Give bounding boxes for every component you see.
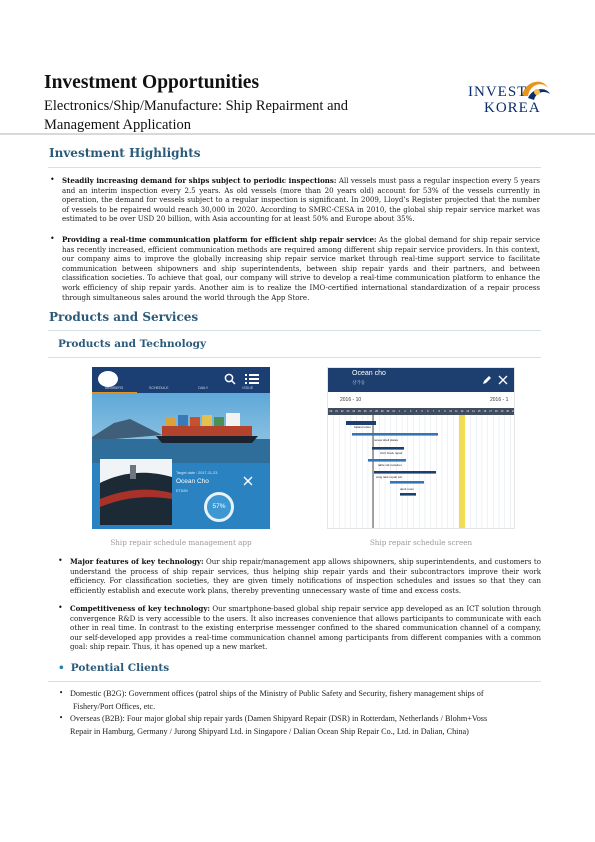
day-label: 13 (466, 410, 470, 413)
progress-percent: 57% (212, 503, 226, 510)
caption-management-app: Ship repair schedule management app (110, 538, 252, 547)
day-label: 21 (512, 410, 515, 413)
day-label: 29 (380, 410, 384, 413)
edit-icon[interactable] (482, 375, 492, 385)
day-label: 25 (358, 410, 361, 413)
gantt-task-label: ACC Deck repair (380, 451, 403, 455)
section-divider (48, 330, 541, 331)
product-item-1-lead: Major features of key technology: (70, 557, 204, 566)
bullet-icon: • (59, 714, 64, 722)
product-item-1 (70, 557, 541, 595)
heading-bullet-icon: • (58, 662, 65, 674)
day-label: 5 (421, 410, 423, 413)
highlight-item-2-text: As the global demand for ship repair service has recently increased, efficient communication methods are required among different ship repair service providers. In this context, our company aims to improve the globally increasing ship repair service market through real-time support service to facilitate communication between shipowners and ship superintendents, between ship repair yards and their partners, and between classification societies. To achieve that goal, our company will strive to develop a real-time communication platform to enhance the work efficiency of ship repair yards. Another aim is to realize the IMO-certified international standardization of a repair process through simultaneous sales around the world through the App Store. (62, 235, 540, 302)
share-icon[interactable] (243, 476, 253, 486)
gantt-task-label: ballast tubes (354, 425, 371, 429)
subheading-potential-clients (58, 662, 169, 674)
day-label: 26 (363, 410, 367, 413)
progress-ring (204, 492, 234, 522)
day-label: 24 (352, 410, 355, 413)
app-status-label: ETD/IN (176, 489, 188, 493)
product-item-2-lead: Competitiveness of key technology: (70, 604, 211, 613)
tab-schedule[interactable]: SCHEDULE (148, 386, 169, 390)
highlight-item-2-lead: Providing a real-time communication platform for efficient ship repair service: (62, 235, 377, 244)
subtitle-line-2: Management Application (44, 117, 191, 133)
day-label: 6 (427, 410, 429, 413)
invest-korea-logo (464, 76, 554, 120)
client-item-domestic (70, 688, 540, 713)
bullet-icon: • (58, 603, 63, 612)
section-heading-products: Products and Services (49, 310, 199, 324)
page-title: Investment Opportunities (44, 72, 260, 93)
highlight-item-1-text: All vessels must pass a regular inspection every 5 years and an interim inspection every 2.5 years. As old vessels (more than 20 years old) account for 53% of the vessels currently in operation, the demand for vessels subject to a regular inspection is significant. In 2009, Lloyd’s Register projected that the number of vessels to be repaired would reach 30,000 in 2020. According to SMRC-CESA in 2010, the global ship repair service market was estimated to be over USD 20 billion, with Asia accounting for at least 50% and Europe about 35%. (62, 176, 540, 224)
subtitle-line-1: Electronics/Ship/Manufacture: Ship Repairment and (44, 98, 349, 114)
close-icon[interactable] (498, 375, 508, 385)
caption-schedule-screen: Ship repair schedule screen (369, 538, 473, 547)
day-label: 20 (506, 410, 509, 413)
product-item-2 (70, 604, 541, 652)
gantt-task-labels (328, 415, 515, 529)
ship-photo-image (100, 459, 172, 525)
day-label: 12 (460, 410, 464, 413)
day-header-row (328, 408, 515, 415)
app-screenshot-schedule (327, 367, 515, 529)
gantt-task-label: wing tank repair job (376, 475, 403, 479)
section-heading-highlights: Investment Highlights (49, 146, 201, 160)
day-label: 27 (369, 410, 373, 413)
day-label: 15 (477, 410, 481, 413)
day-label: 31 (392, 410, 395, 413)
clients-heading-text: Potential Clients (70, 662, 170, 674)
day-label: 16 (483, 410, 487, 413)
logo-text-korea: KOREA (484, 100, 541, 116)
client-item-overseas (70, 713, 540, 738)
section-divider (48, 681, 541, 682)
page-subtitle (44, 97, 464, 135)
gantt-task-label: deck room (400, 487, 415, 491)
day-label: 10 (449, 410, 452, 413)
bullet-icon: • (58, 556, 63, 565)
schedule-user-name: Ocean cho (352, 370, 386, 377)
subheading-products-technology: Products and Technology (58, 338, 207, 350)
client-domestic-line-1: Domestic (B2G): Government offices (patrol ships of the Ministry of Public Safety and Security, fishery management ships of (70, 689, 484, 698)
day-label: 28 (375, 410, 378, 413)
day-label: 21 (335, 410, 338, 413)
logo-text-invest: INVEST (468, 84, 528, 100)
day-label: 4 (415, 410, 418, 413)
app-tab-bar (92, 383, 270, 393)
day-label: 9 (444, 410, 446, 413)
gantt-task-label: table rail curtainer (378, 463, 402, 467)
bullet-icon: • (50, 234, 55, 243)
day-label: 22 (340, 410, 344, 413)
highlight-item-2 (62, 235, 540, 302)
day-label: 1 (398, 410, 400, 413)
month-label-left: 2016 - 10 (340, 397, 362, 403)
client-overseas-line-1: Overseas (B2B): Four major global ship repair yards (Damen Shipyard Repair (DSR) in Rotterdam, Netherlands / Blohm+Voss (70, 714, 488, 723)
product-item-1-text: Our ship repair/management app allows shipowners, ship superintendents, and customers to understand the process of ship repair services, thus helping ship repair yards and their subcontractors improve their work efficiency. For classification societies, they are given timely notifications of inspection schedules and issues so that they can efficiently establish and execute work plans, thereby preventing unnecessary waste of time and excess costs. (70, 557, 541, 595)
harbor-scene-image (92, 393, 270, 463)
day-label: 30 (386, 410, 390, 413)
app-target-date: Target date : 2017-11-23 (176, 471, 218, 475)
day-label: 20 (329, 410, 333, 413)
day-label: 11 (455, 410, 458, 413)
section-divider (48, 357, 541, 358)
tab-daily[interactable]: DAILY (198, 386, 209, 390)
app-user-name: Ocean Cho (176, 478, 209, 485)
day-label: 19 (500, 410, 504, 413)
section-divider (48, 167, 541, 168)
month-label-right: 2016 - 1 (490, 397, 509, 403)
gantt-task-label: renew shell plates (374, 438, 399, 442)
app-screenshot-management (92, 367, 270, 529)
day-label: 17 (489, 410, 492, 413)
bullet-icon: • (50, 175, 55, 184)
day-label: 7 (432, 410, 435, 413)
client-domestic-line-2: Fishery/Port Offices, etc. (73, 701, 156, 711)
day-label: 23 (346, 410, 350, 413)
highlight-item-1-lead: Steadily increasing demand for ships subject to periodic inspections: (62, 176, 337, 185)
month-header (328, 394, 515, 406)
page-header (44, 72, 464, 135)
highlight-item-1 (62, 176, 540, 224)
client-overseas-line-2: Repair in Hamburg, Germany / Jurong Shipyard Ltd. in Singapore / Dalian Ocean Ship Repair Co., Ltd. in Dalian, China) (70, 726, 469, 736)
day-label: 14 (472, 410, 475, 413)
day-label: 3 (410, 410, 412, 413)
header-divider (0, 133, 595, 135)
tab-issue[interactable]: ISSUE (242, 386, 254, 390)
schedule-top-bar (328, 368, 515, 392)
tab-members[interactable]: MEMBERS (92, 383, 137, 393)
bullet-icon: • (59, 689, 64, 697)
day-label: 8 (438, 410, 440, 413)
schedule-user-sub: 상가동 (352, 381, 366, 386)
day-label: 18 (494, 410, 498, 413)
product-item-2-text: Our smartphone-based global ship repair service app developed as an ICT solution through convergence R&D is very accessible to the users. It also increases convenience that allows participants to communicate with each other in real time. In contrast to the existing enterprise messenger confined to the shared communication channel of a company, our self-developed app provides a real-time communication channel among participants from different companies with a common goal: ship repair. Thus, it has opened up a new market. (70, 604, 541, 652)
day-label: 2 (404, 410, 406, 413)
